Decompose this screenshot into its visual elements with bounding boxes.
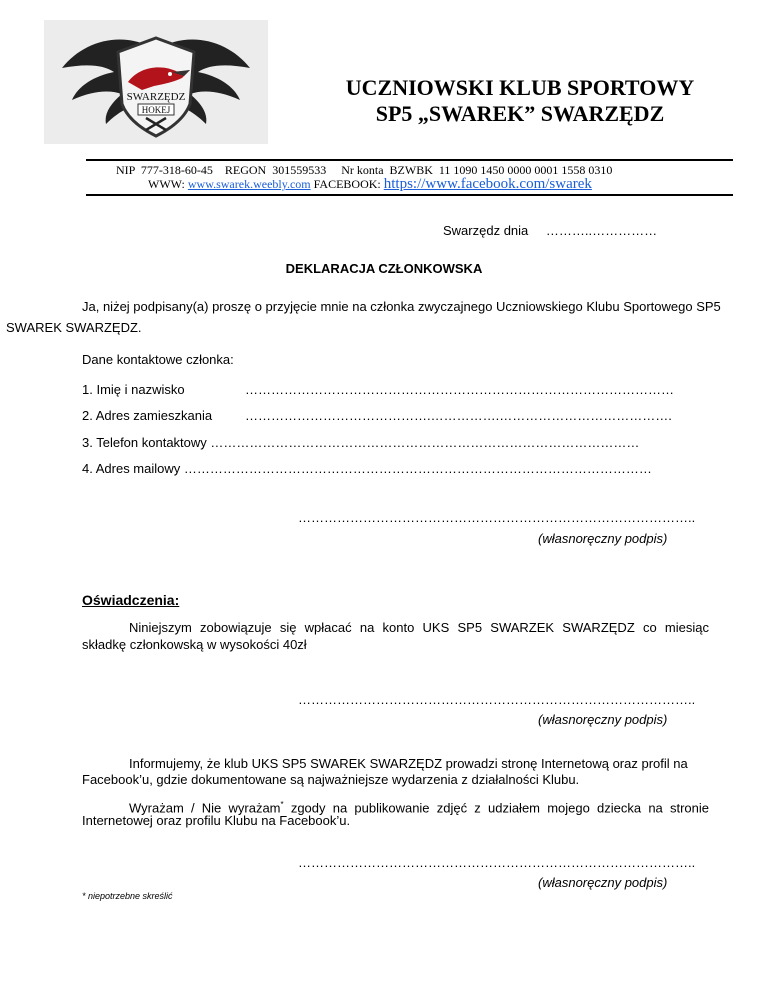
header-bottom-rule <box>86 194 733 196</box>
web-info <box>148 176 592 193</box>
statements-heading: Oświadczenia: <box>82 592 180 608</box>
footnote: * niepotrzebne skreślić <box>82 891 173 901</box>
club-logo <box>44 20 268 144</box>
address-field[interactable]: …………………………………….…………….…………………………………. <box>245 408 672 423</box>
phone-field[interactable]: 3. Telefon kontaktowy ……………………………………………………………………………………… <box>82 435 640 450</box>
www-label: WWW: <box>148 177 188 191</box>
info-paragraph-line1: Informujemy, że klub UKS SP5 SWAREK SWARZĘDZ prowadzi stronę Internetową oraz profil na <box>129 756 688 771</box>
header-top-rule <box>86 159 733 161</box>
hawk-shield-logo-icon <box>44 20 268 144</box>
intro-line2: SWAREK SWARZĘDZ. <box>6 320 142 335</box>
signature-line-2[interactable]: ……………………………………………………………………………….. <box>298 692 696 707</box>
logo-text-top: SWARZĘDZ <box>126 91 186 103</box>
logo-text-bottom: HOKEJ <box>141 105 171 115</box>
info-paragraph-line2: Facebook’u, gdzie dokumentowane są najważniejsze wydarzenia z działalności Klubu. <box>82 772 580 787</box>
intro-line1: Ja, niżej podpisany(a) proszę o przyjęcie mnie na członka zwyczajnego Uczniowskiego Klubu Sportowego SP5 <box>82 299 721 314</box>
consent-footnote-marker: * <box>280 800 284 809</box>
facebook-label: FACEBOOK: <box>310 177 384 191</box>
consent-option-text: Wyrażam / Nie wyrażam <box>129 800 281 816</box>
address-field-label: 2. Adres zamieszkania <box>82 408 213 423</box>
signature-line-1[interactable]: ……………………………………………………………………………….. <box>298 510 696 525</box>
consent-text: zgody na publikowanie zdjęć z udziałem mojego dziecka na stronie <box>283 800 710 816</box>
date-dots: ………..…………… <box>545 223 658 238</box>
email-field[interactable]: 4. Adres mailowy ……………………………………………………………………………………………… <box>82 461 652 476</box>
contact-heading: Dane kontaktowe członka: <box>82 352 234 367</box>
name-field-label: 1. Imię i nazwisko <box>82 382 185 397</box>
signature-caption-2: (własnoręczny podpis) <box>538 712 668 727</box>
name-field[interactable]: ……………………………………………………………………………………… <box>245 382 674 397</box>
statement-payment-line2: składkę członkowską w wysokości 40zł <box>82 637 307 652</box>
club-title-line1: UCZNIOWSKI KLUB SPORTOWY <box>345 75 695 100</box>
declaration-heading: DEKLARACJA CZŁONKOWSKA <box>285 261 483 276</box>
signature-line-3[interactable]: ……………………………………………………………………………….. <box>298 855 696 870</box>
club-title-line2: SP5 „SWAREK” SWARZĘDZ <box>375 101 665 126</box>
registration-info: NIP 777-318-60-45 REGON 301559533 Nr konta BZWBK 11 1090 1450 0000 0001 1558 0310 <box>116 163 613 177</box>
signature-caption-3: (własnoręczny podpis) <box>538 875 668 890</box>
date-line <box>443 223 657 239</box>
date-label: Swarzędz dnia <box>443 223 529 238</box>
statement-payment-line1: Niniejszym zobowiązuje się wpłacać na konto UKS SP5 SWARZEK SWARZĘDZ co miesiąc <box>129 620 709 635</box>
consent-line2: Internetowej oraz profilu Klubu na Facebook’u. <box>82 813 351 828</box>
website-link[interactable]: www.swarek.weebly.com <box>187 177 311 191</box>
facebook-link[interactable]: https://www.facebook.com/swarek <box>383 176 592 192</box>
signature-caption-1: (własnoręczny podpis) <box>538 531 668 546</box>
